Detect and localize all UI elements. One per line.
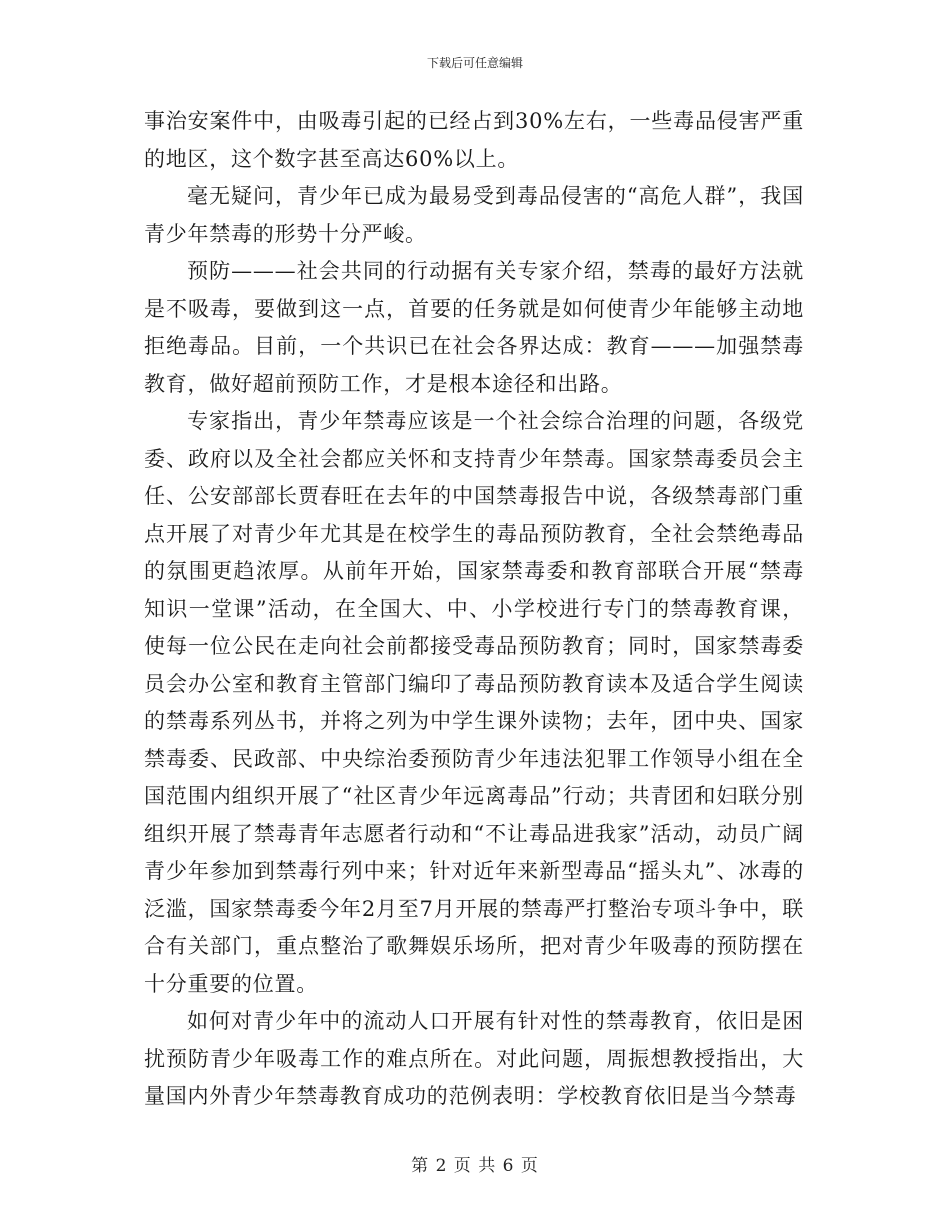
page-header-note: 下载后可任意编辑 — [426, 56, 523, 70]
page-number: 第 2 页 共 6 页 — [411, 1156, 539, 1176]
paragraph-high-risk-group: 毫无疑问，青少年已成为最易受到毒品侵害的“高危人群”，我国青少年禁毒的形势十分严峻。 — [144, 184, 804, 246]
paragraph-continuation: 事治安案件中，由吸毒引起的已经占到30%左右，一些毒品侵害严重的地区，这个数字甚至高达60%以上。 — [144, 109, 804, 171]
paragraph-floating-population: 如何对青少年中的流动人口开展有针对性的禁毒教育，依旧是困扰预防青少年吸毒工作的难点所在。对此问题，周振想教授指出，大量国内外青少年禁毒教育成功的范例表明：学校教育依旧是当今禁毒 — [144, 1009, 804, 1108]
paragraph-prevention: 预防———社会共同的行动据有关专家介绍，禁毒的最好方法就是不吸毒，要做到这一点，首要的任务就是如何使青少年能够主动地拒绝毒品。目前，一个共识已在社会各界达成：教育———加强禁毒教育，做好超前预防工作，才是根本途径和出路。 — [144, 259, 804, 396]
document-body — [144, 103, 804, 1116]
paragraph-expert-comments: 专家指出，青少年禁毒应该是一个社会综合治理的问题，各级党委、政府以及全社会都应关怀和支持青少年禁毒。国家禁毒委员会主任、公安部部长贾春旺在去年的中国禁毒报告中说，各级禁毒部门重点开展了对青少年尤其是在校学生的毒品预防教育，全社会禁绝毒品的氛围更趋浓厚。从前年开始，国家禁毒委和教育部联合开展“禁毒知识一堂课”活动，在全国大、中、小学校进行专门的禁毒教育课，使每一位公民在走向社会前都接受毒品预防教育；同时，国家禁毒委员会办公室和教育主管部门编印了毒品预防教育读本及适合学生阅读的禁毒系列丛书，并将之列为中学生课外读物；去年，团中央、国家禁毒委、民政部、中央综治委预防青少年违法犯罪工作领导小组在全国范围内组织开展了“社区青少年远离毒品”行动；共青团和妇联分别组织开展了禁毒青年志愿者行动和“不让毒品进我家”活动，动员广阔青少年参加到禁毒行列中来；针对近年来新型毒品“摇头丸”、冰毒的泛滥，国家禁毒委今年2月至7月开展的禁毒严打整治专项斗争中，联合有关部门，重点整治了歌舞娱乐场所，把对青少年吸毒的预防摆在十分重要的位置。 — [144, 409, 804, 996]
